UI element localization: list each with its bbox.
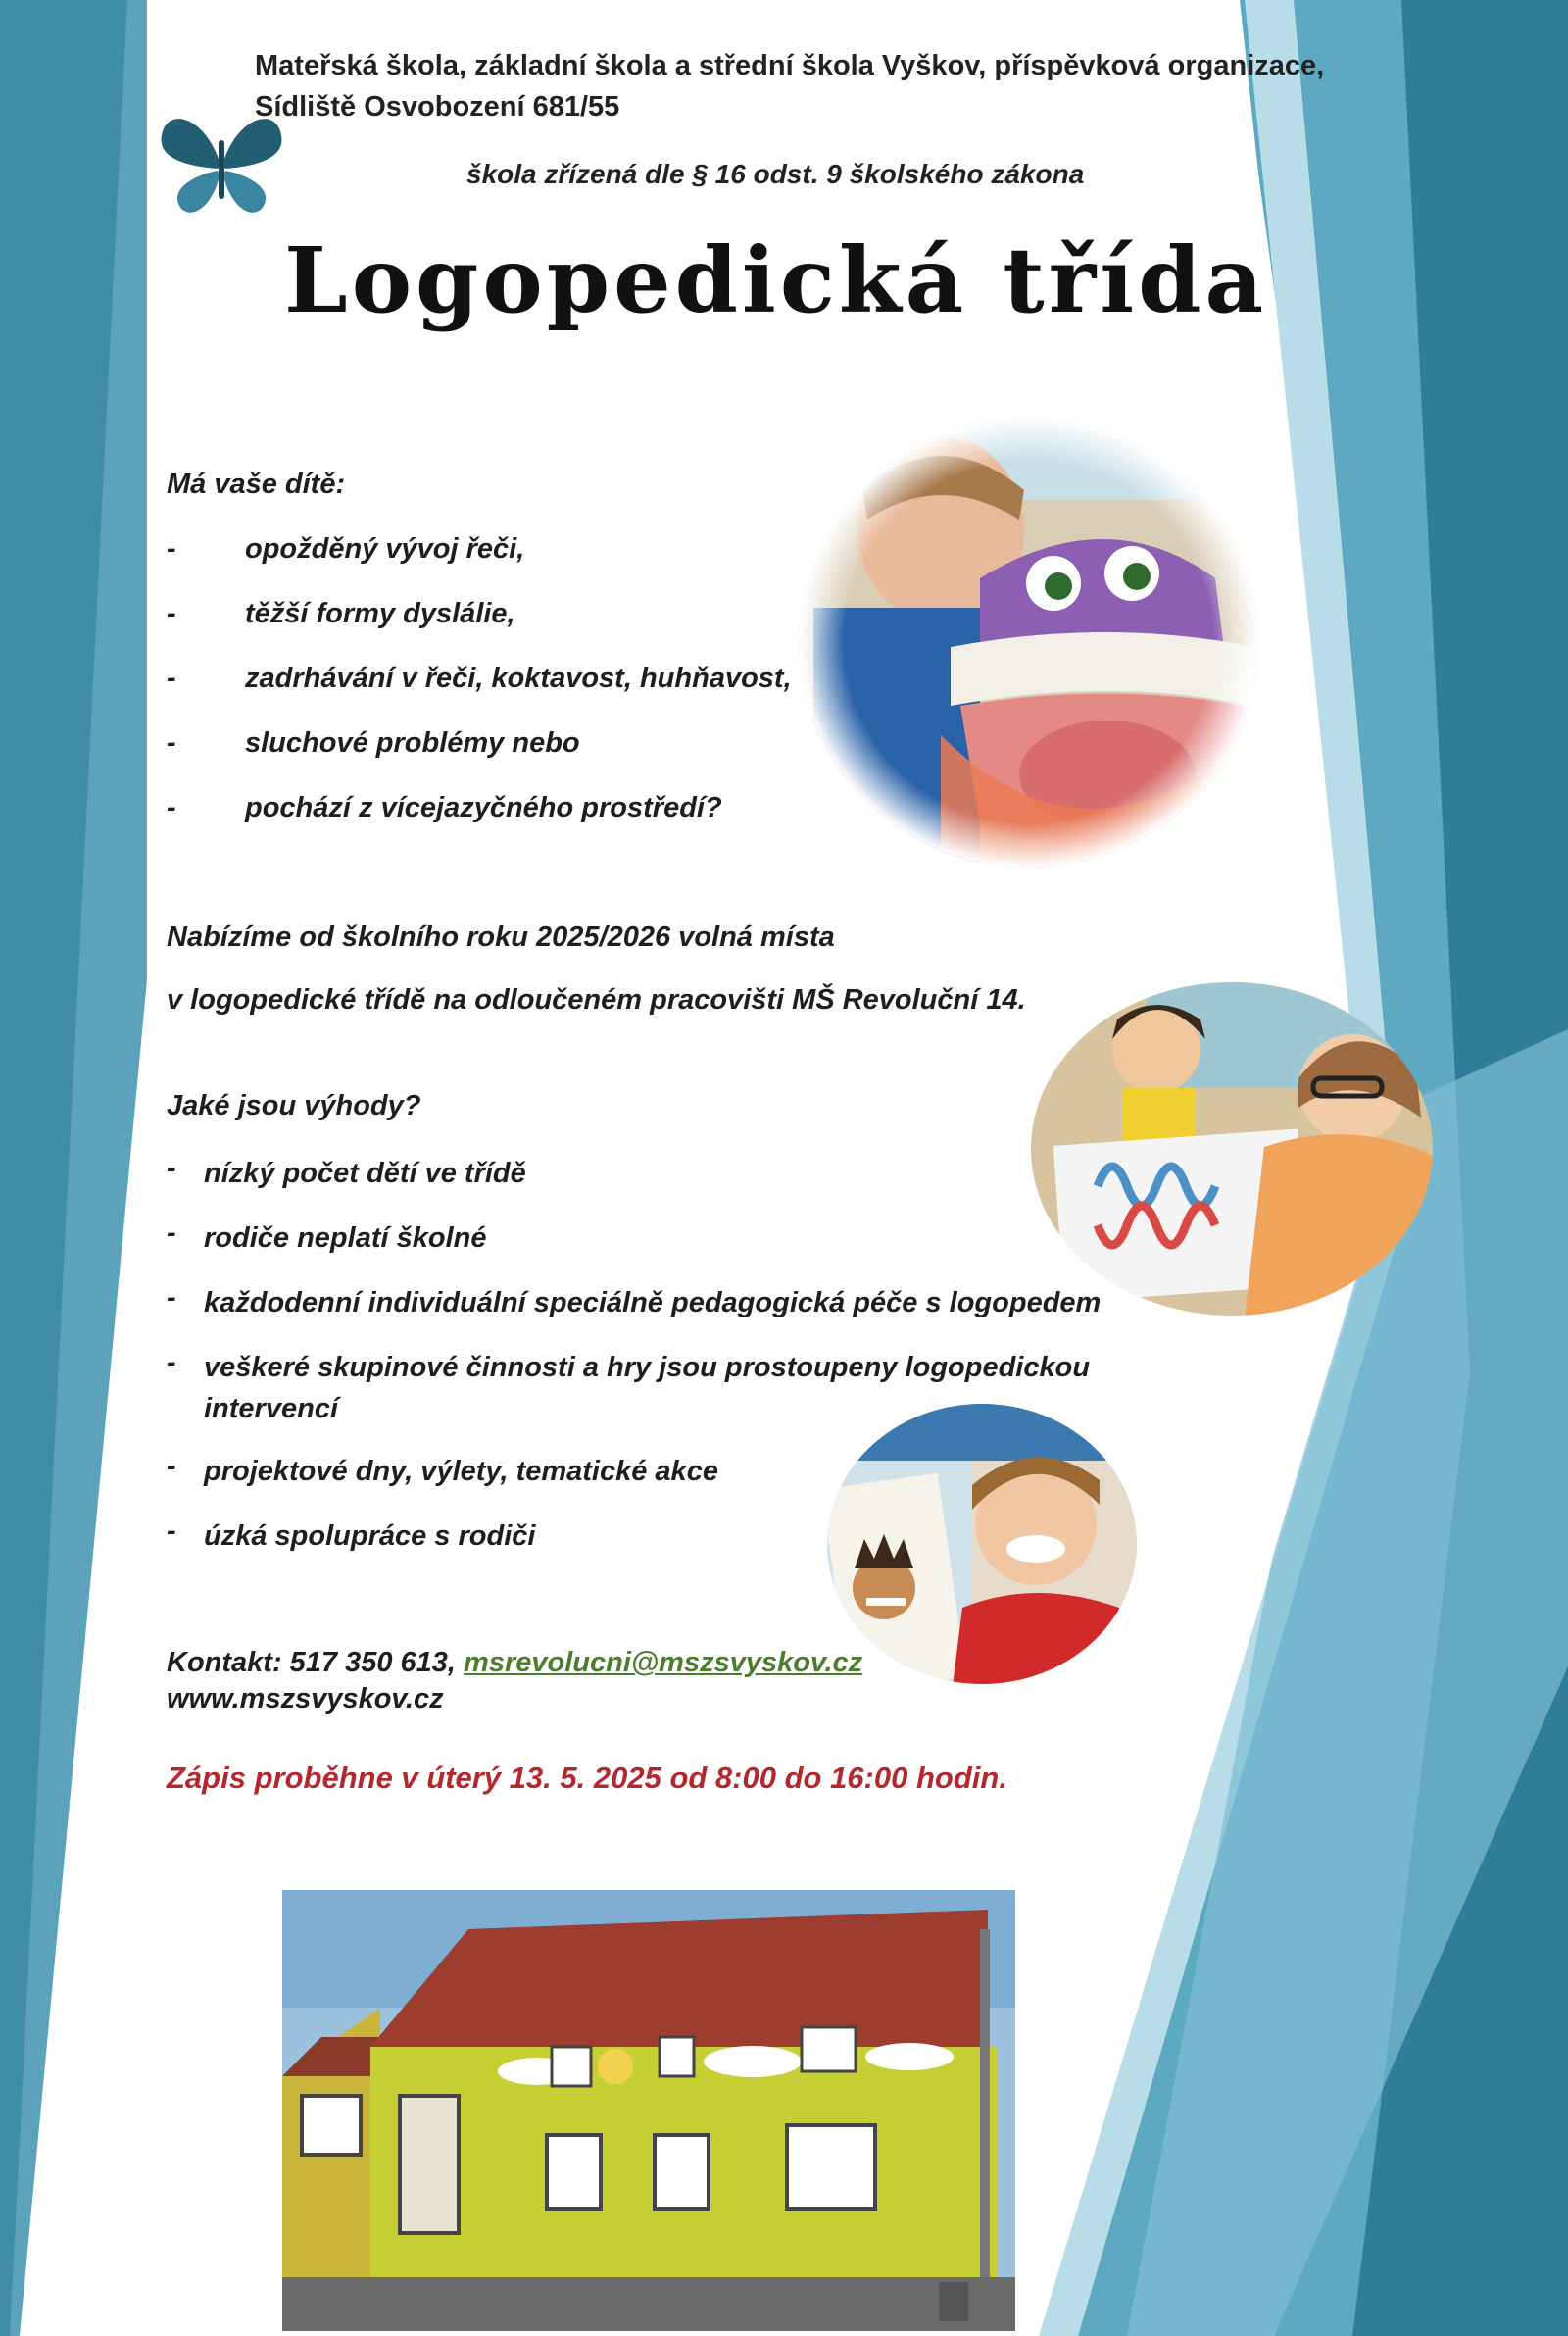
questions-heading: Má vaše dítě: [167,469,346,500]
email-link[interactable]: msrevolucni@mszsvyskov.cz [464,1647,863,1678]
photo-boy-with-mouth-puppet [794,412,1264,872]
photo-school-building [282,1890,1015,2331]
contact-label: Kontakt: 517 350 613, [167,1647,465,1678]
photo-boy-with-drawing [825,1402,1139,1686]
website-link[interactable]: www.mszsvyskov.cz [167,1683,444,1715]
school-name-line1: Mateřská škola, základní škola a střední škola Vyškov, příspěvková organizace, [255,50,1325,81]
offer-line2: v logopedické třídě na odloučeném pracovišti MŠ Revoluční 14. [167,984,1026,1016]
school-header [255,45,1324,127]
contact-line [167,1647,862,1679]
school-subtitle: škola zřízená dle § 16 odst. 9 školského zákona [466,159,1085,189]
school-address-line2: Sídliště Osvobození 681/55 [255,91,620,123]
photo-girl-tracing-with-puppet [1029,980,1436,1318]
enrollment-notice: Zápis proběhne v úterý 13. 5. 2025 od 8:00 do 16:00 hodin. [167,1761,1007,1795]
offer-line1: Nabízíme od školního roku 2025/2026 volná místa [167,921,835,953]
contact-block [167,1647,862,1715]
page-title: Logopedická třída [284,227,1268,333]
advantages-heading: Jaké jsou výhody? [167,1090,421,1121]
